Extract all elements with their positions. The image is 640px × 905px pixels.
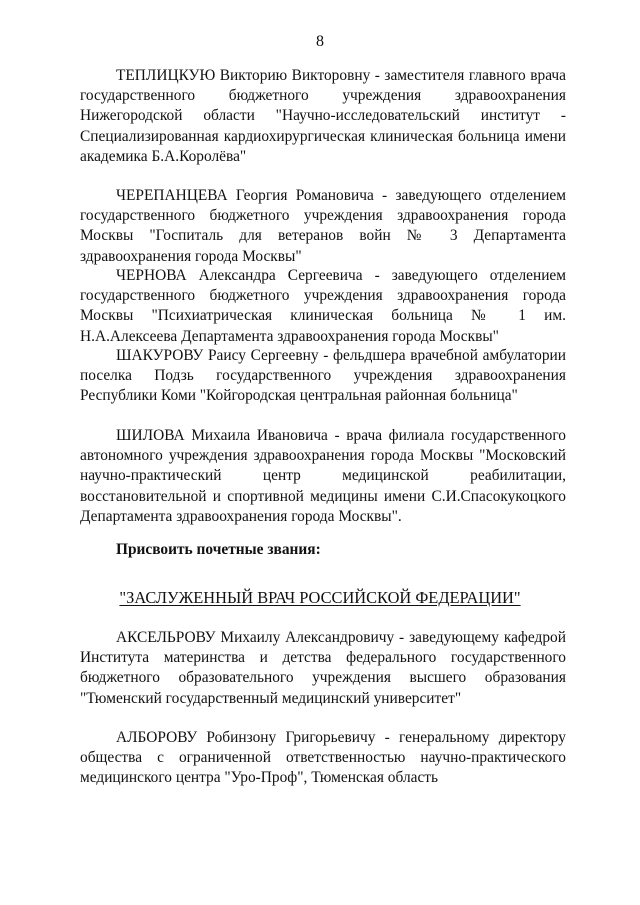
paragraph-cherepantsev: ЧЕРЕПАНЦЕВА Георгия Романовича - заведующего отделением государственного бюджетного учреждения здравоохранения города Москвы "Госпиталь для ветеранов войн № 3 Департамента здравоохранения города Москвы" xyxy=(80,187,566,265)
page-number: 8 xyxy=(316,33,324,50)
honorary-title xyxy=(0,588,640,608)
honorary-title-text: "ЗАСЛУЖЕННЫЙ ВРАЧ РОССИЙСКОЙ ФЕДЕРАЦИИ" xyxy=(119,588,521,607)
paragraph-akselrov: АКСЕЛЬРОВУ Михаилу Александровичу - заведующему кафедрой Института материнства и детства федерального государственного бюджетного образовательного учреждения высшего образования "Тюменский государственный медицинский университет" xyxy=(80,629,566,707)
section-heading: Присвоить почетные звания: xyxy=(116,541,321,558)
paragraph-chernov: ЧЕРНОВА Александра Сергеевича - заведующего отделением государственного бюджетного учреждения здравоохранения города Москвы "Психиатрическая клиническая больница № 1 им. Н.А.Алексеева Департамента здравоохранения города Москвы" xyxy=(80,267,566,345)
paragraph-alborov: АЛБОРОВУ Робинзону Григорьевичу - генеральному директору общества с ограниченной ответственностью научно-практического медицинского центра "Уро-Проф", Тюменская область xyxy=(80,729,566,787)
paragraph-shakurova: ШАКУРОВУ Раису Сергеевну - фельдшера врачебной амбулатории поселка Подзь государственного учреждения здравоохранения Республики Коми "Койгородская центральная районная больница" xyxy=(80,347,566,405)
paragraph-teplitskaya: ТЕПЛИЦКУЮ Викторию Викторовну - заместителя главного врача государственного бюджетного учреждения здравоохранения Нижегородской области "Научно-исследовательский институт - Специализированная кардиохирургическая клиническая больница имени академика Б.А.Королёва" xyxy=(80,67,566,165)
paragraph-shilov: ШИЛОВА Михаила Ивановича - врача филиала государственного автономного учреждения здравоохранения города Москвы "Московский научно-практический центр медицинской реабилитации, восстановительной и спортивной медицины имени С.И.Спасокукоцкого Департамента здравоохранения города Москвы". xyxy=(80,427,566,525)
